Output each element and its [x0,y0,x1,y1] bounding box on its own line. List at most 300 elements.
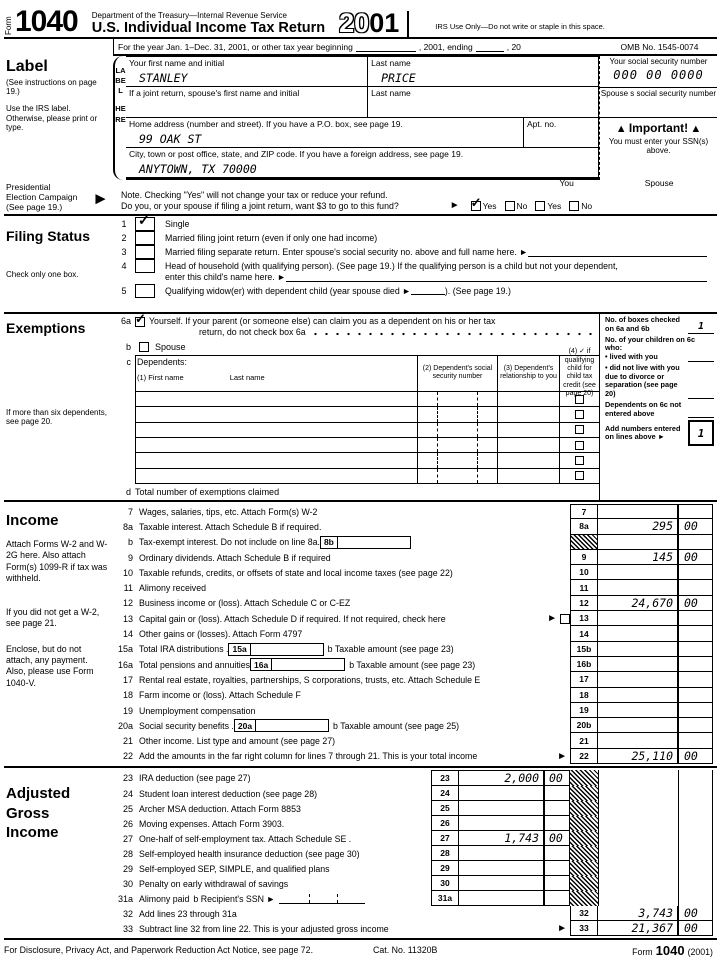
department-line: Department of the Treasury—Internal Revenue Service [91,11,287,20]
spouse-yes-checkbox[interactable] [535,201,545,211]
important-triangle-right-icon: ▲ [690,123,702,135]
line-label: Rental real estate, royalties, partnerships, S corporations, trusts, etc. Attach Schedule E [139,674,481,685]
amount-cell-20b[interactable] [598,718,678,733]
hatched-cell [570,816,598,831]
cents-cell-14[interactable] [678,626,713,641]
line-number: 8a [122,521,133,532]
cents-cell-15b[interactable] [678,642,713,657]
right-line-number: 7 [570,504,598,519]
line-label: One-half of self-employment tax. Attach Schedule SE . [139,833,352,844]
amount-cell[interactable] [598,846,678,861]
line-number: 31a [117,893,133,904]
qualifying-child-checkbox-1[interactable] [575,395,584,404]
form-word-vertical: Form [4,16,13,35]
income-row-18 [113,688,713,703]
mid-line-number: 30 [431,876,459,891]
amount-cell-10[interactable] [598,565,678,580]
filing-status-checkbox-3[interactable] [135,245,155,259]
amount-cell-21[interactable] [598,733,678,748]
line-label: Alimony paid [139,893,190,904]
amount-cell-b[interactable] [598,535,678,550]
you-yes-checkbox[interactable] [470,194,482,211]
inline-box-value[interactable] [338,537,410,548]
tax-year-beginning-blank[interactable] [356,42,416,52]
dependents-name-header: Dependents: (1) First name Last name [137,356,265,383]
cents-cell-8a[interactable]: 00 [678,519,713,534]
write-in-blank[interactable] [528,247,707,257]
cents-cell[interactable] [678,891,713,906]
amount-cell-8a[interactable]: 295 [598,519,678,534]
line-number: 3 [121,247,127,257]
right-line-number: 15b [570,642,598,657]
mid-cents-cell-30[interactable] [544,876,570,891]
mid-amount-cell-26[interactable] [459,816,544,831]
agi-section [4,768,717,940]
name-row [126,57,598,87]
dependent-name-cell[interactable] [136,392,417,406]
checkbox-group-spouse-yes [535,201,561,211]
cents-cell-21[interactable] [678,733,713,748]
spouse-no-label: No [581,200,593,211]
mid-line-number: 26 [431,816,459,831]
last-name-value[interactable]: PRICE [381,71,416,85]
line-label: Alimony received [139,583,206,594]
amount-cell[interactable] [598,831,678,846]
agi-row-24 [113,786,713,801]
mid-cents-cell-28[interactable] [544,846,570,861]
your-ssn-value[interactable]: 000 00 0000 [613,68,704,82]
dependent-name-cell[interactable] [136,423,417,437]
dependent-relationship-cell[interactable] [497,423,559,437]
checkbox-group-you-no [505,201,528,211]
dependent-relationship-cell[interactable] [497,469,559,483]
mid-line-number: 27 [431,831,459,846]
line-number: 12 [122,598,133,609]
mid-amount-cell-28[interactable] [459,846,544,861]
amount-cell-14[interactable] [598,626,678,641]
spouse-exemption-label: Spouse [155,341,186,352]
you-spouse-headers [524,178,709,188]
inline-amount-box-16a[interactable] [250,658,345,671]
did-not-live-label: • did not live with you due to divorce or separation (see page 20) [605,362,680,398]
exemptions-section [4,311,717,502]
cents-cell-9[interactable]: 00 [678,550,713,565]
cents-cell[interactable] [678,786,713,801]
spouse-name-row [126,87,598,117]
dependent-relationship-cell[interactable] [497,407,559,421]
check-icon: ✓ [138,212,150,228]
did-not-live-value[interactable] [688,398,714,399]
label-fields [126,56,599,180]
qualifying-child-checkbox-4[interactable] [575,441,584,450]
right-line-number: 33 [570,921,598,936]
amount-cell-12[interactable]: 24,670 [598,596,678,611]
filing-status-label [155,218,717,231]
mid-amount-cell-29[interactable] [459,861,544,876]
mid-amount-cell-27[interactable]: 1,743 [459,831,544,846]
amount-cell-18[interactable] [598,688,678,703]
dependent-row [136,453,599,468]
mid-cents-cell-26[interactable] [544,816,570,831]
amount-cell[interactable] [598,816,678,831]
spouse-checkbox[interactable] [139,342,149,352]
exemptions-heading: Exemptions [6,320,86,336]
filing-status-text: Qualifying widow(er) with dependent child (year spouse died ► ). (See page 19.) [165,285,511,296]
disclosure-note: For Disclosure, Privacy Act, and Paperwork Reduction Act Notice, see page 72. [4,945,314,955]
inline-amount-box-20a[interactable] [234,719,329,732]
filing-status-text: Head of household (with qualifying person). (See page 19.) If the qualifying person is a child but not your dependent, [165,261,618,271]
line-label: Social security benefits . [139,720,234,731]
more-dependents-note: If more than six dependents, see page 20. [6,408,107,427]
mid-cents-cell-23[interactable]: 00 [544,770,570,786]
first-name-value[interactable]: STANLEY [139,71,188,85]
filing-status-label [155,232,717,245]
line-number: 20a [117,720,133,731]
right-line-number: 9 [570,550,598,565]
income-row-8a [113,519,713,534]
enclose-payment-note: Enclose, but do not attach, any payment. Also, please use Form 1040-V. [6,643,94,688]
add-numbers-value[interactable]: 1 [688,420,714,446]
line-label: Business income or (loss). Attach Schedule C or C-EZ [139,598,351,609]
spouse-last-name-cell[interactable] [367,87,598,116]
income-row-9 [113,550,713,565]
income-row-7 [113,504,713,519]
tax-year-mid-text: , 2001, ending [418,41,473,52]
filing-status-checkbox-2[interactable] [135,231,155,245]
line-label: Moving expenses. Attach Form 3903. [139,818,285,829]
dependents-rows [136,392,599,483]
cents-cell-7[interactable] [678,504,713,519]
you-no-checkbox[interactable] [505,201,515,211]
line-label: Student loan interest deduction (see page 28) [139,788,318,799]
line-6d [113,484,599,500]
line-label: Total IRA distributions . [139,644,229,655]
line-number: 14 [122,629,133,640]
city-cell[interactable] [126,148,598,177]
lived-with-you-value[interactable] [688,361,714,362]
cents-cell[interactable] [678,846,713,861]
line-number: 1 [121,219,127,229]
dependent-qualifying-cell [559,407,599,421]
cents-cell-19[interactable] [678,703,713,718]
cents-cell-10[interactable] [678,565,713,580]
home-address-cell[interactable] [126,118,523,147]
mid-cents-cell-31a[interactable] [544,891,570,906]
important-triangle-left-icon: ▲ [615,123,627,135]
cents-cell[interactable] [678,831,713,846]
dependent-row [136,423,599,438]
recipient-ssn-label: b Recipient's SSN ► [193,893,276,904]
qualifying-child-checkbox-2[interactable] [575,410,584,419]
filing-status-checkbox-4[interactable] [135,259,155,273]
mid-line-number: 29 [431,861,459,876]
dependent-qualifying-cell [559,469,599,483]
amount-cell-11[interactable] [598,580,678,595]
cents-cell-13[interactable] [678,611,713,626]
income-row-21 [113,733,713,748]
line-number: 29 [122,863,133,874]
dependent-name-cell[interactable] [136,438,417,452]
amount-cell-7[interactable] [598,504,678,519]
check-icon: ✓ [135,311,146,326]
dependent-name-cell[interactable] [136,453,417,467]
apt-no-cell[interactable] [523,118,598,147]
hatched-cell [570,786,598,801]
inline-box-value[interactable] [251,644,323,655]
right-line-number: 14 [570,626,598,641]
dependent-name-cell[interactable] [136,407,417,421]
inline-amount-box-15a[interactable] [228,643,323,656]
dependents-table [135,348,599,484]
arrow-right-icon: ► [547,613,557,625]
add-numbers-label: Add numbers entered on lines above ► [605,423,681,442]
filing-status-text: Married filing separate return. Enter spouse's social security no. above and full name here. ► [165,247,713,258]
agi-row-29 [113,861,713,876]
your-ssn-label: Your social security number [609,57,708,66]
tax-year-ending-blank[interactable] [476,42,504,52]
city-row [126,148,598,179]
tax-year-big: 2001 [339,8,400,38]
spouse-first-name-cell[interactable] [126,87,367,116]
check-one-box-note: Check only one box. [6,270,79,279]
dependent-qualifying-cell [559,392,599,406]
dependents-relationship-header: (3) Dependent's relationship to you [497,356,559,391]
cents-cell[interactable] [678,816,713,831]
cents-cell-b[interactable] [678,535,713,550]
cents-cell[interactable] [678,770,713,786]
dependent-ssn-cell[interactable] [417,453,497,467]
line-number: 13 [122,613,133,624]
mid-cents-cell-25[interactable] [544,801,570,816]
dependent-qualifying-cell [559,453,599,467]
line-label: Capital gain or (loss). Attach Schedule D if required. If not required, check here [139,613,446,624]
line-label: Other income. List type and amount (see page 27) [139,736,336,747]
cents-cell-32[interactable]: 00 [678,906,713,921]
dependents-table-header [136,348,599,398]
line-label: Tax-exempt interest. Do not include on line 8a. [139,537,320,548]
cents-cell[interactable] [678,861,713,876]
label-see-instructions: (See instructions on page 19.) [6,78,97,97]
label-here-vertical [113,56,126,180]
dependent-name-cell[interactable] [136,469,417,483]
address-row [126,118,598,148]
agi-row-32 [113,906,713,921]
dependent-row [136,469,599,483]
amount-cell-33[interactable]: 21,367 [598,921,678,936]
filing-status-row-5 [113,285,717,298]
line-letter: d [125,487,131,497]
amount-cell[interactable] [598,891,678,906]
amount-cell[interactable] [598,876,678,891]
mid-cents-cell-24[interactable] [544,786,570,801]
mid-amount-cell-24[interactable] [459,786,544,801]
dependent-ssn-cell[interactable] [417,469,497,483]
total-exemptions-label: Total number of exemptions claimed [135,487,280,497]
line-number: 9 [127,552,133,563]
apt-no-label: Apt. no. [527,118,557,129]
dependent-ssn-cell[interactable] [417,423,497,437]
income-row-15a [113,642,713,657]
income-row-12 [113,596,713,611]
amount-cell-13[interactable] [598,611,678,626]
amount-cell[interactable] [598,861,678,876]
line-number: 32 [122,908,133,919]
amount-cell-16b[interactable] [598,657,678,672]
cents-cell-18[interactable] [678,688,713,703]
dependent-ssn-cell[interactable] [417,438,497,452]
filing-status-text-line2: enter this child's name here. ► [165,272,713,283]
spouse-first-name-label: If a joint return, spouse's first name and initial [129,88,300,99]
spouse-ssn-block[interactable] [600,87,717,117]
amount-cell-15b[interactable] [598,642,678,657]
cents-cell-17[interactable] [678,672,713,687]
cents-cell-11[interactable] [678,580,713,595]
filing-status-label [155,246,717,259]
dependent-relationship-cell[interactable] [497,453,559,467]
filing-status-checkbox-5[interactable] [135,284,155,298]
filing-status-row-3 [113,246,717,259]
label-left-column [4,56,113,180]
recipient-ssn-blank[interactable] [279,894,365,904]
spouse-ssn-label: Spouse s social security number [600,89,717,98]
mid-amount-cell-25[interactable] [459,801,544,816]
amount-cell-17[interactable] [598,672,678,687]
cents-cell-12[interactable]: 00 [678,596,713,611]
line-label: Self-employed SEP, SIMPLE, and qualified plans [139,863,330,874]
label-heading: Label [6,58,48,75]
mid-line-number: 31a [431,891,459,906]
cents-cell[interactable] [678,876,713,891]
mid-cents-cell-29[interactable] [544,861,570,876]
write-in-blank[interactable] [411,286,445,295]
boxes-checked-value[interactable]: 1 [688,321,714,334]
city-label: City, town or post office, state, and ZIP code. If you have a foreign address, see page 19. [129,148,464,159]
return-title: U.S. Individual Income Tax Return [91,20,326,36]
inline-box-value[interactable] [256,720,328,731]
right-line-number: 19 [570,703,598,718]
dependents-not-entered-value[interactable] [688,417,714,418]
agi-row-28 [113,846,713,861]
right-line-number: 12 [570,596,598,611]
cents-cell-22[interactable]: 00 [678,749,713,764]
mid-amount-cell-31a[interactable] [459,891,544,906]
amount-cell[interactable] [598,786,678,801]
dependent-relationship-cell[interactable] [497,392,559,406]
filing-status-checkbox-1[interactable] [135,212,155,231]
presidential-label: Presidential Election Campaign (See page 19.) [6,182,78,212]
hatched-cell [570,876,598,891]
form-footer [4,940,717,960]
lived-with-you-label: • lived with you [605,352,658,361]
presidential-left [4,180,113,214]
your-ssn-block[interactable] [600,56,717,87]
line-label: Self-employed health insurance deduction (see page 30) [139,848,360,859]
agi-row-31a [113,891,713,906]
header-divider [407,11,409,37]
last-name-cell[interactable] [367,57,598,86]
right-line-number [570,535,598,550]
filing-status-left [4,216,113,312]
hatched-cell [570,831,598,846]
cents-cell-20b[interactable] [678,718,713,733]
fund-arrow-icon: ► [449,200,460,211]
home-address-value[interactable]: 99 OAK ST [139,131,202,146]
line-number: 2 [121,233,127,243]
taxable-amount-label: b Taxable amount (see page 23) [327,644,454,655]
exemptions-left [4,314,113,500]
filing-status-heading: Filing Status [6,228,90,244]
cents-cell-33[interactable]: 00 [678,921,713,936]
right-line-number: 13 [570,611,598,626]
cents-cell[interactable] [678,801,713,816]
qualifying-child-checkbox-6[interactable] [575,471,584,480]
amount-cell-19[interactable] [598,703,678,718]
dependent-relationship-cell[interactable] [497,438,559,452]
header-titles [92,11,325,37]
form-header [4,2,717,39]
first-name-label: Your first name and initial [129,58,225,68]
dependent-ssn-cell[interactable] [417,407,497,421]
line-label: Other gains or (losses). Attach Form 4797 [139,629,303,640]
mid-amount-cell-23[interactable]: 2,000 [459,770,544,786]
inline-amount-box-8b[interactable] [320,536,411,549]
here-word: HERE [115,104,126,124]
dependent-row [136,407,599,422]
mid-cents-cell-27[interactable]: 00 [544,831,570,846]
yourself-checkbox[interactable] [135,311,146,327]
cents-cell-16b[interactable] [678,657,713,672]
line-13-checkbox[interactable] [560,614,570,624]
spouse-yes-label: Yes [547,200,562,211]
write-in-blank[interactable] [286,272,707,282]
taxable-amount-label: b Taxable amount (see page 25) [333,720,460,731]
mid-amount-cell-30[interactable] [459,876,544,891]
income-row-14 [113,626,713,641]
line-number: 15a [117,644,133,655]
last-name-label: Last name [371,58,411,68]
catalog-number: Cat. No. 11320B [373,945,438,955]
amount-cell-32[interactable]: 3,743 [598,906,678,921]
city-value[interactable]: ANYTOWN, TX 70000 [139,161,257,176]
tax-year-box [113,39,564,56]
line-label: Add lines 23 through 31a [139,908,237,919]
label-section [4,56,717,180]
inline-box-number: 16a [251,659,272,670]
amount-cell-9[interactable]: 145 [598,550,678,565]
attach-w2-note: Attach Forms W-2 and W-2G here. Also attach Form(s) 1099-R if tax was withheld. [6,539,108,584]
presidential-checkboxes [463,194,593,211]
qualifying-child-checkbox-5[interactable] [575,456,584,465]
qualifying-child-checkbox-3[interactable] [575,425,584,434]
income-row-19 [113,703,713,718]
amount-cell-22[interactable]: 25,110 [598,749,678,764]
dependent-ssn-cell[interactable] [417,392,497,406]
spouse-no-checkbox[interactable] [569,201,579,211]
amount-cell[interactable] [598,770,678,786]
filing-status-label [155,285,717,298]
first-name-cell[interactable] [126,57,367,86]
you-yes-label: Yes [482,200,497,211]
inline-box-value[interactable] [272,659,344,670]
line-letter: c [126,356,131,367]
tax-year-text: For the year Jan. 1–Dec. 31, 2001, or other tax year beginning [118,41,353,52]
boxes-checked-label: No. of boxes checked on 6a and 6b [605,315,681,333]
income-row-20a [113,718,713,733]
amount-cell[interactable] [598,801,678,816]
checkbox-group-you-yes [470,194,497,211]
arrow-right-icon: ► [557,923,567,934]
tax-year-row [4,39,717,56]
